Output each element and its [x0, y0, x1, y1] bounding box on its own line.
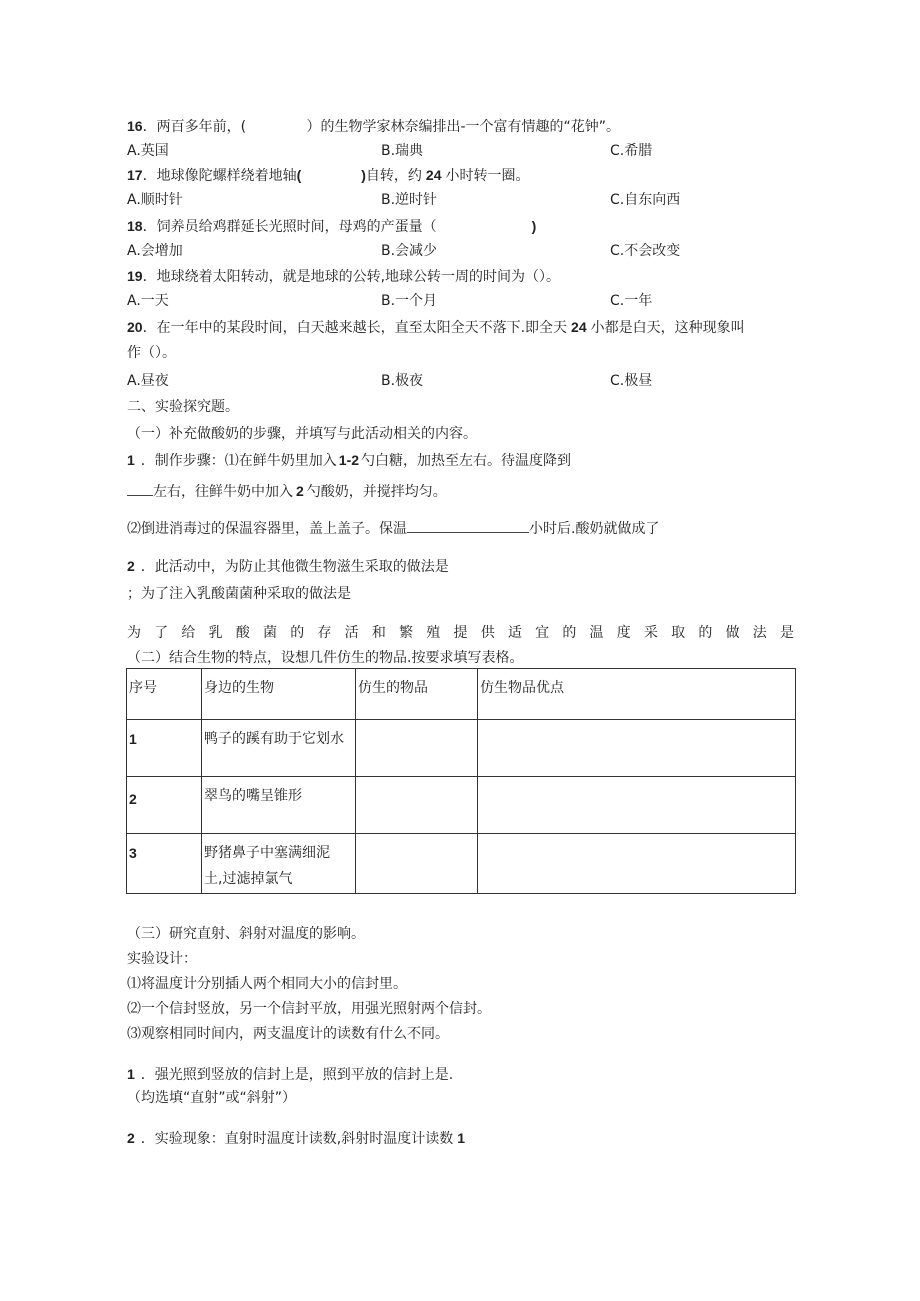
- item-number: 1: [127, 1066, 135, 1082]
- question-text: 自转，约: [365, 168, 422, 184]
- design-step: ⑵一个信封竖放，另一个信封平放，用强光照射两个信封。: [127, 1001, 491, 1017]
- table-row: [127, 834, 796, 894]
- part1-item1-line3: [127, 518, 659, 538]
- part3-item2: [127, 1129, 465, 1148]
- q17-option-b[interactable]: B.逆时针: [381, 192, 438, 208]
- table-row: [127, 720, 796, 777]
- item-text: ．强光照到竖放的信封上是，照到平放的信封上是.: [140, 1067, 454, 1083]
- hours-number: 24: [571, 319, 587, 335]
- item-tail: 1: [457, 1130, 466, 1146]
- item-text: ．实验现象：直射时温度计读数,斜射时温度计读数: [140, 1131, 454, 1147]
- item-number: 1: [127, 452, 135, 468]
- question-text: ．地球像陀螺样绕着地轴: [142, 168, 297, 184]
- table-header: 序号: [127, 669, 202, 720]
- item-text: 勺白糖，加热至左右。待温度降到: [361, 453, 572, 469]
- spoons-number: 2: [296, 483, 304, 499]
- question-text: ．两百多年前，( ）的生物学家林奈编排出-一个富有情趣的“花钟”。: [142, 119, 621, 135]
- question-number: 19: [127, 268, 143, 284]
- hours-number: 24: [425, 167, 442, 183]
- question-18: [127, 217, 536, 236]
- question-number: 18: [127, 218, 143, 234]
- q20-option-c[interactable]: C.极昼: [610, 373, 653, 389]
- item-text: ．制作步骤：⑴在鲜牛奶里加入: [140, 453, 337, 469]
- part3-item1: [127, 1065, 453, 1084]
- part2-title: （二）结合生物的特点，设想几件仿生的物品.按要求填写表格。: [127, 650, 524, 666]
- row-number: 1: [127, 720, 202, 777]
- question-text: ．饲养员给鸡群延长光照时间，母鸡的产蛋量（: [142, 219, 437, 235]
- item-number: 2: [127, 1130, 135, 1146]
- advantage-cell[interactable]: [478, 720, 796, 777]
- row-number: 2: [127, 777, 202, 834]
- question-20-line2: 作（）。: [127, 345, 176, 361]
- part3-title: （三）研究直射、斜射对温度的影响。: [127, 926, 365, 942]
- question-20: [127, 318, 745, 337]
- q19-option-a[interactable]: A.一天: [127, 293, 169, 309]
- item-text: ．此活动中，为防止其他微生物滋生采取的做法是: [140, 559, 449, 575]
- part3-item1-note: （均选填“直射”或“斜射”）: [127, 1090, 297, 1106]
- table-header: 身边的生物: [202, 669, 356, 720]
- part1-item1-line2: [127, 481, 447, 501]
- bionic-item-cell[interactable]: [356, 720, 478, 777]
- organism-cell: 翠鸟的嘴呈锥形: [202, 777, 356, 834]
- q17-option-a[interactable]: A.顺时针: [127, 192, 183, 208]
- question-text: ．地球绕着太阳转动，就是地球的公转,地球公转一周的时间为（）。: [142, 269, 561, 285]
- question-number: 16: [127, 118, 143, 134]
- question-19: [127, 267, 560, 286]
- fill-blank[interactable]: [407, 518, 529, 533]
- part1-item1: [127, 451, 571, 470]
- q18-option-a[interactable]: A.会增加: [127, 243, 183, 259]
- q18-option-b[interactable]: B.会减少: [381, 243, 438, 259]
- bionic-item-cell[interactable]: [356, 777, 478, 834]
- paren-close: ): [361, 167, 366, 183]
- table-header-row: [127, 669, 796, 720]
- advantage-cell[interactable]: [478, 777, 796, 834]
- section-title: 二、实验探究题。: [127, 399, 239, 415]
- question-17: [127, 166, 530, 185]
- q20-option-b[interactable]: B.极夜: [381, 373, 424, 389]
- table-row: [127, 777, 796, 834]
- spoons-number: 1-2: [338, 452, 360, 468]
- table-header: 仿生物品优点: [478, 669, 796, 720]
- paren-close: ): [531, 218, 537, 234]
- advantage-cell[interactable]: [478, 834, 796, 894]
- question-text: 小都是白天，这种现象叫: [590, 320, 745, 336]
- paren-open: (: [296, 167, 302, 183]
- row-number: 3: [127, 834, 202, 894]
- q16-option-b[interactable]: B.瑞典: [381, 143, 424, 159]
- organism-line: 野猪鼻子中塞满细泥: [204, 845, 330, 861]
- table-header: 仿生的物品: [356, 669, 478, 720]
- design-step: ⑴将温度计分别插人两个相同大小的信封里。: [127, 976, 407, 992]
- item-number: 2: [127, 558, 135, 574]
- fill-blank[interactable]: [127, 481, 153, 496]
- design-step: ⑶观察相同时间内，两支温度计的读数有什么不同。: [127, 1026, 449, 1042]
- question-16: [127, 117, 620, 136]
- organism-cell: [202, 834, 356, 894]
- item-text: ⑵倒进消毒过的保温容器里，盖上盖子。保温: [127, 521, 407, 537]
- q17-option-c[interactable]: C.自东向西: [610, 192, 681, 208]
- organism-cell: 鸭子的蹊有助于它划水: [202, 720, 356, 777]
- item-text: 小时后.酸奶就做成了: [529, 521, 660, 537]
- part1-item2: [127, 557, 449, 576]
- item-text: 勺酸奶，并搅拌均匀。: [306, 484, 447, 500]
- question-number: 17: [127, 167, 143, 183]
- question-text: 小时转一圈。: [445, 168, 530, 184]
- item-text: 左右，往鲜牛奶中加入: [153, 484, 293, 500]
- question-number: 20: [127, 319, 143, 335]
- q18-option-c[interactable]: C.不会改变: [610, 243, 681, 259]
- q16-option-a[interactable]: A.英国: [127, 143, 169, 159]
- q19-option-c[interactable]: C.一年: [610, 293, 653, 309]
- design-label: 实验设计：: [127, 951, 197, 967]
- question-text: ．在一年中的某段时间，白天越来越长，直至太阳全天不落下.即全天: [142, 320, 568, 336]
- bionic-table: [126, 668, 796, 894]
- q20-option-a[interactable]: A.昼夜: [127, 373, 169, 389]
- bionic-item-cell[interactable]: [356, 834, 478, 894]
- part1-item2-line3: 为了给乳酸菌的存活和繁殖提供适宜的温度采取的做法是: [127, 625, 794, 641]
- organism-line: 土,过滤掉氯气: [204, 871, 293, 887]
- q19-option-b[interactable]: B.一个月: [381, 293, 438, 309]
- q16-option-c[interactable]: C.希腊: [610, 143, 653, 159]
- part1-title: （一）补充做酸奶的步骤，并填写与此活动相关的内容。: [127, 426, 477, 442]
- part1-item2-line2: ；为了注入乳酸菌菌种采取的做法是: [127, 586, 351, 602]
